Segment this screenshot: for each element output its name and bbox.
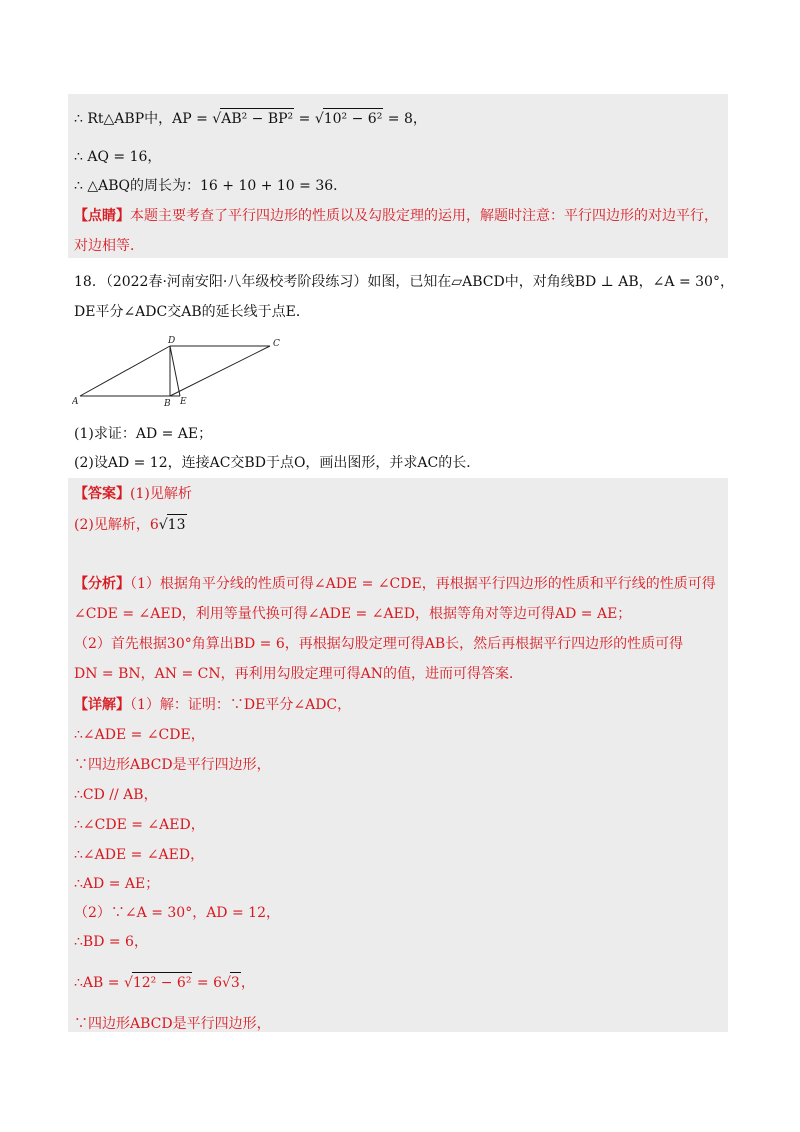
segment-ad [80, 346, 170, 396]
detail-line-8: （2）∵∠A = 30°，AD = 12， [74, 905, 280, 921]
analysis-tag: 【分析】 [74, 576, 130, 592]
detail-line-1: 【详解】（1）解：证明：∵DE平分∠ADC， [74, 697, 352, 713]
calc-line-perimeter: ∴ △ABQ的周长为：16 + 10 + 10 = 36． [74, 178, 348, 194]
note-line-2: 对边相等． [74, 238, 144, 254]
analysis-line-3: （2）首先根据30°角算出BD = 6，再根据勾股定理可得AB长，然后再根据平行四边形的性质可得 [74, 636, 684, 652]
detail-line-3: ∵四边形ABCD是平行四边形， [74, 757, 271, 773]
segment-cb [170, 346, 270, 396]
answer-line-1 [74, 484, 192, 504]
detail-line-9: ∴BD = 6， [74, 934, 148, 950]
question-2: (2)设AD = 12，连接AC交BD于点O，画出图形，并求AC的长． [74, 455, 481, 471]
radical-13: 13 [167, 514, 187, 535]
calc-line-ap: ∴ Rt△ABP中，AP = √AB² − BP² = √10² − 6² = 8， [74, 108, 427, 129]
radical-3: 3 [230, 972, 241, 993]
analysis-line-1: 【分析】（1）根据角平分线的性质可得∠ADE = ∠CDE，再根据平行四边形的性质和平行线的性质可得 [74, 576, 716, 592]
detail-line-10: ∴AB = √12² − 6² = 6√3， [74, 972, 255, 993]
label-c: C [273, 339, 280, 349]
analysis-line-4: DN = BN，AN = CN，再利用勾股定理可得AN的值，进而可得答案． [74, 666, 523, 682]
question-1: (1)求证：AD = AE； [74, 426, 213, 442]
detail-tag: 【详解】 [74, 697, 130, 713]
note-line [74, 206, 718, 226]
label-b: B [164, 399, 171, 409]
parallelogram-figure [72, 334, 292, 410]
answer-1: (1)见解析 [130, 486, 192, 502]
detail-line-5: ∴∠CDE = ∠AED， [74, 817, 205, 833]
note-tag: 【点睛】 [74, 208, 130, 224]
label-d: D [168, 336, 176, 346]
problem-line-1: 18．（2022春·河南安阳·八年级校考阶段练习）如图，已知在▱ABCD中，对角线BD ⊥ AB，∠A = 30°， [74, 274, 734, 290]
answer-line-2: (2)见解析，6√13 [74, 514, 187, 535]
detail-line-7: ∴AD = AE； [74, 876, 160, 892]
radical-12-6: 12² − 6² [132, 972, 193, 993]
detail-line-4: ∴CD // AB， [74, 787, 158, 803]
segment-de [170, 346, 180, 396]
label-e: E [180, 397, 187, 407]
note-text: 本题主要考查了平行四边形的性质以及勾股定理的运用，解题时注意：平行四边形的对边平行， [130, 208, 718, 224]
label-a: A [72, 397, 79, 407]
analysis-line-2: ∠CDE = ∠AED，利用等量代换可得∠ADE = ∠AED，根据等角对等边可得AD = AE； [74, 606, 632, 622]
answer-tag: 【答案】 [74, 486, 130, 502]
problem-line-2: DE平分∠ADC交AB的延长线于点E． [74, 304, 310, 320]
detail-line-2: ∴∠ADE = ∠CDE， [74, 727, 205, 743]
radical-ab-bp: AB² − BP² [220, 108, 294, 129]
detail-line-11: ∵四边形ABCD是平行四边形， [74, 1016, 271, 1032]
radical-10-6: 10² − 6² [323, 108, 384, 129]
calc-line-aq: ∴ AQ = 16， [74, 149, 162, 165]
detail-line-6: ∴∠ADE = ∠AED， [74, 847, 205, 863]
